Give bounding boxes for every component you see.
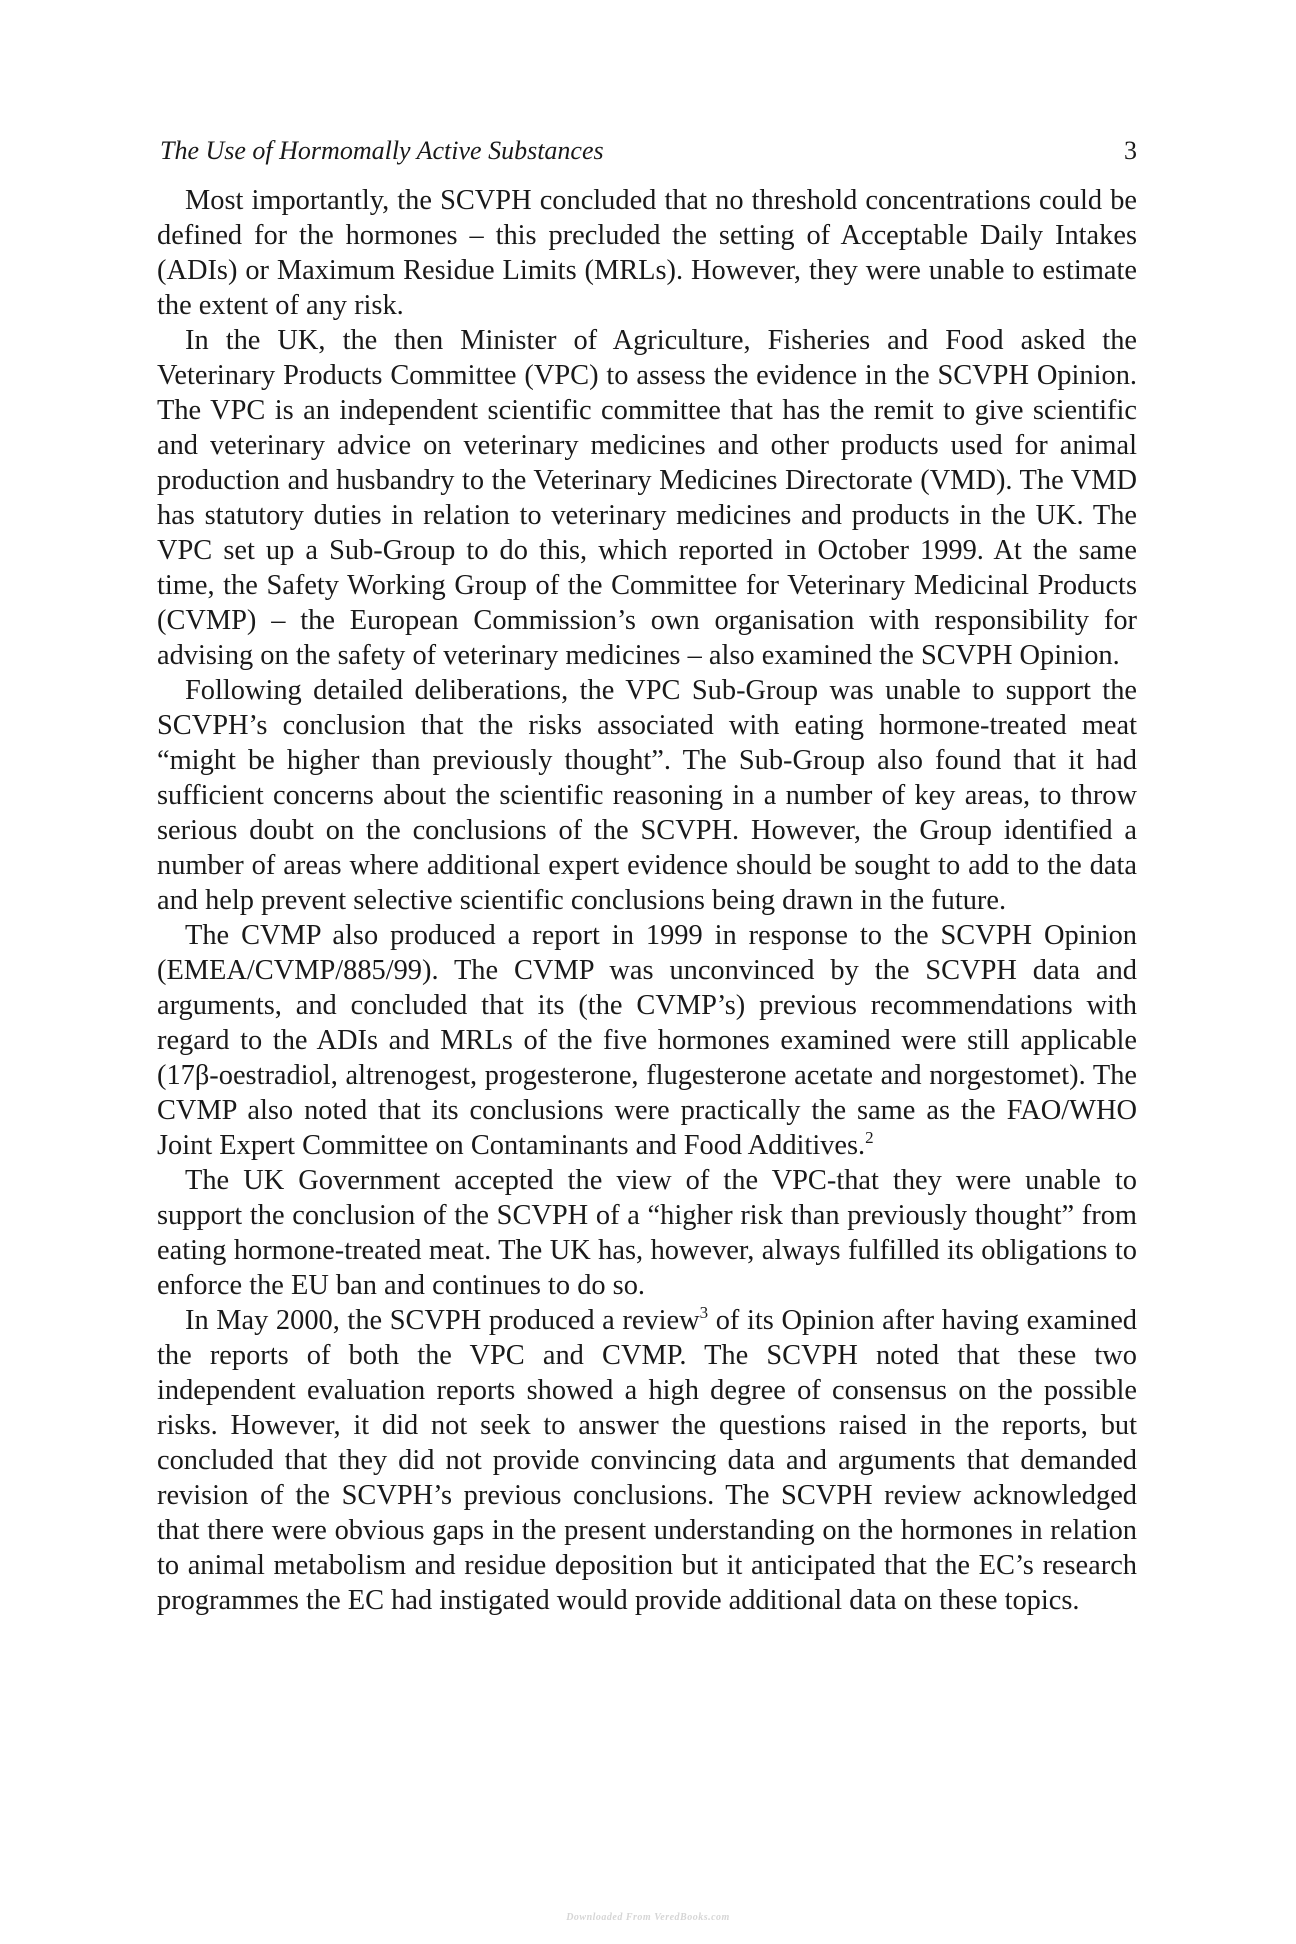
paragraph-ec-conclusion: [157, 183, 1137, 323]
paragraph-text-continued: of its Opinion after having examined the reports of both the VPC and CVMP. The SCVPH noted that these two independent evaluation reports showed a high degree of consensus on the possible risks. However, it did not seek to answer the questions raised in the reports, but concluded that they did not provide convincing data and arguments that demanded revision of the SCVPH’s previous conclusions. The SCVPH review acknowledged that there were obvious gaps in the present understanding on the hormones in relation to animal metabolism and residue deposition but it anticipated that the EC’s research programmes the EC had instigated would provide additional data on these topics.: [157, 1305, 1138, 1616]
running-header: [157, 134, 1137, 168]
paragraph-uk-vpc: [157, 323, 1137, 673]
download-watermark: Downloaded From VeredBooks.com: [566, 1912, 730, 1923]
footnote-ref-3: 3: [699, 1303, 709, 1322]
paragraph-text: In the UK, the then Minister of Agriculture, Fisheries and Food asked the Veterinary Products Committee (VPC) to assess the evidence in the SCVPH Opinion. The VPC is an independent scientific committee that has the remit to give scientific and veterinary advice on veterinary medicines and other products used for animal production and husbandry to the Veterinary Medicines Directorate (VMD). The VMD has statutory duties in relation to veterinary medicines and products in the UK. The VPC set up a Sub-Group to do this, which reported in October 1999. At the same time, the Safety Working Group of the Committee for Veterinary Medicinal Products (CVMP) – the European Commission’s own organisation with responsibility for advising on the safety of veterinary medicines – also examined the SCVPH Opinion.: [157, 325, 1137, 671]
body-text: [157, 183, 1137, 1618]
paragraph-text: In May 2000, the SCVPH produced a review: [185, 1305, 700, 1336]
paragraph-text: Most importantly, the SCVPH concluded that no threshold concentrations could be defined for the hormones – this precluded the setting of Acceptable Daily Intakes (ADIs) or Maximum Residue Limits (MRLs). However, they were unable to estimate the extent of any risk.: [157, 185, 1137, 321]
paragraph-vpc-subgroup: [157, 673, 1137, 918]
paragraph-text: Following detailed deliberations, the VPC Sub-Group was unable to support the SCVPH’s conclusion that the risks associated with eating hormone-treated meat “might be higher than previously thought”. The Sub-Group also found that it had sufficient concerns about the scientific reasoning in a number of key areas, to throw serious doubt on the conclusions of the SCVPH. However, the Group identified a number of areas where additional expert evidence should be sought to add to the data and help prevent selective scientific conclusions being drawn in the future.: [157, 675, 1137, 916]
page-number: 3: [1124, 136, 1137, 165]
document-page: [157, 0, 1137, 1944]
paragraph-text: The UK Government accepted the view of the VPC-that they were unable to support the conclusion of the SCVPH of a “higher risk than previously thought” from eating hormone-treated meat. The UK has, however, always fulfilled its obligations to enforce the EU ban and continues to do so.: [157, 1165, 1137, 1301]
footnote-ref-2: 2: [865, 1128, 874, 1147]
running-title: The Use of Hormomally Active Substances: [160, 136, 604, 165]
paragraph-text: The CVMP also produced a report in 1999 in response to the SCVPH Opinion (EMEA/CVMP/885/99). The CVMP was unconvinced by the SCVPH data and arguments, and concluded that its (the CVMP’s) previous recommendations with regard to the ADIs and MRLs of the five hormones examined were still applicable (17β-oestradiol, altrenogest, progesterone, flugesterone acetate and norgestomet). The CVMP also noted that its conclusions were practically the same as the FAO/WHO Joint Expert Committee on Contaminants and Food Additives.: [157, 920, 1137, 1161]
paragraph-uk-government: [157, 1163, 1137, 1303]
paragraph-scvph-review: [157, 1303, 1137, 1618]
paragraph-cvmp-report: [157, 918, 1137, 1163]
